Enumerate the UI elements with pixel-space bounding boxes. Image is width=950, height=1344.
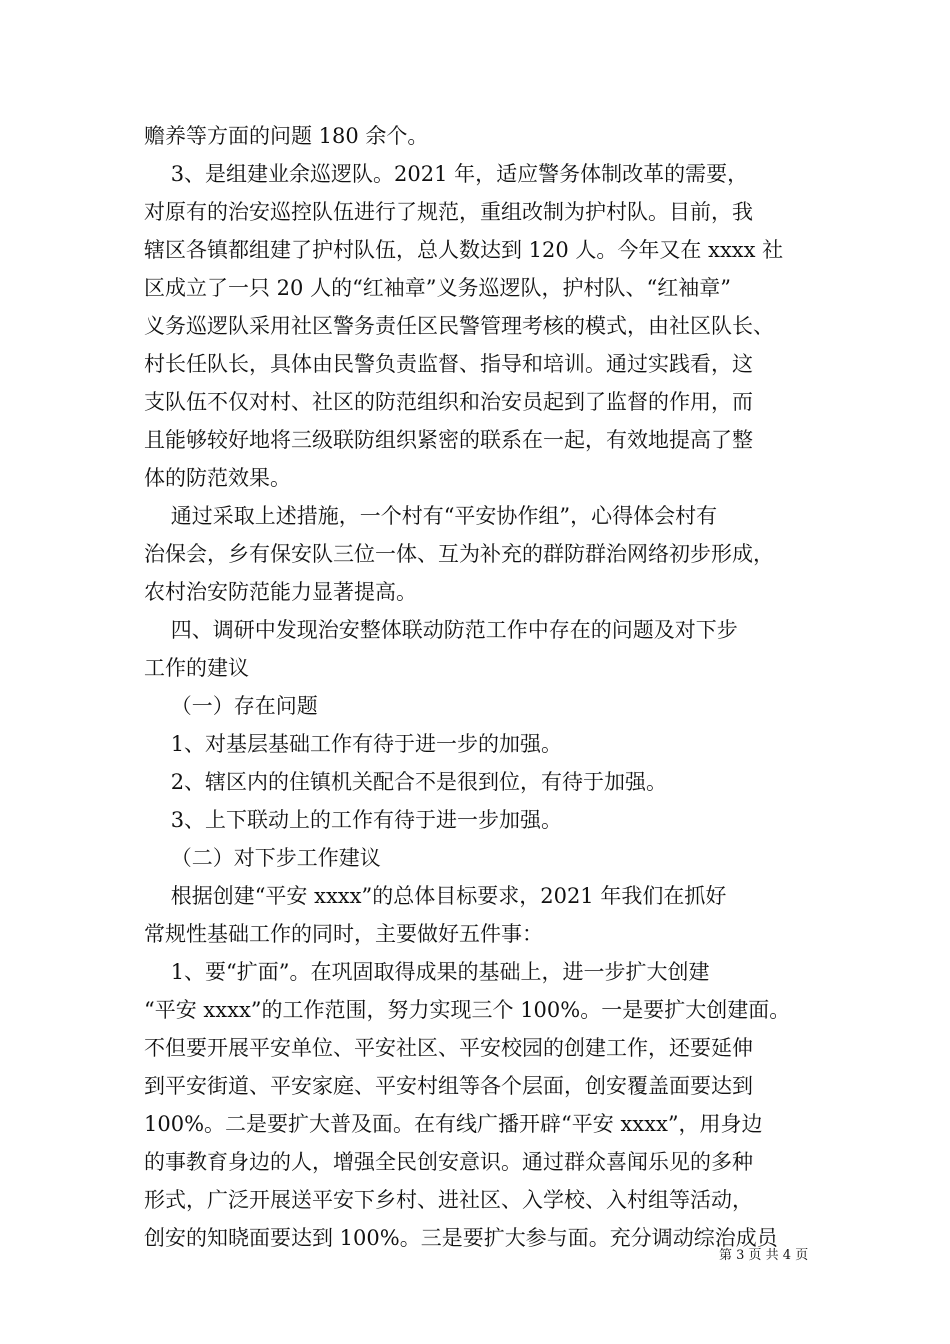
body-line: 形式，广泛开展送平安下乡村、进社区、入学校、入村组等活动， bbox=[144, 1188, 753, 1212]
body-line: 对原有的治安巡控队伍进行了规范，重组改制为护村队。目前，我 bbox=[144, 200, 753, 224]
body-line: 常规性基础工作的同时，主要做好五件事： bbox=[144, 922, 543, 946]
body-line: 赡养等方面的问题 180 余个。 bbox=[144, 124, 429, 148]
body-line: 工作的建议 bbox=[144, 656, 249, 680]
body-line: 3、是组建业余巡逻队。2021 年，适应警务体制改革的需要， bbox=[144, 162, 749, 186]
body-line: 辖区各镇都组建了护村队伍，总人数达到 120 人。今年又在 xxxx 社 bbox=[144, 238, 784, 262]
body-line: 根据创建“平安 xxxx”的总体目标要求，2021 年我们在抓好 bbox=[144, 884, 727, 908]
body-line: 1、要“扩面”。在巩固取得成果的基础上，进一步扩大创建 bbox=[144, 960, 710, 984]
body-line: 通过采取上述措施，一个村有“平安协作组”，心得体会村有 bbox=[144, 504, 718, 528]
body-line: 体的防范效果。 bbox=[144, 466, 291, 490]
page-number-footer: 第 3 页 共 4 页 bbox=[719, 1248, 809, 1263]
body-line: 治保会，乡有保安队三位一体、互为补充的群防群治网络初步形成， bbox=[144, 542, 774, 566]
body-line: 创安的知晓面要达到 100%。三是要扩大参与面。充分调动综治成员 bbox=[144, 1226, 778, 1250]
body-line: 不但要开展平安单位、平安社区、平安校园的创建工作，还要延伸 bbox=[144, 1036, 753, 1060]
body-line: 100%。二是要扩大普及面。在有线广播开辟“平安 xxxx”，用身边 bbox=[144, 1112, 763, 1136]
section-heading: （一）存在问题 bbox=[144, 694, 318, 718]
body-line: 支队伍不仅对村、社区的防范组织和治安员起到了监督的作用，而 bbox=[144, 390, 753, 414]
body-line: 义务巡逻队采用社区警务责任区民警管理考核的模式，由社区队长、 bbox=[144, 314, 774, 338]
body-line: 的事教育身边的人，增强全民创安意识。通过群众喜闻乐见的多种 bbox=[144, 1150, 753, 1174]
body-line: 到平安街道、平安家庭、平安村组等各个层面，创安覆盖面要达到 bbox=[144, 1074, 753, 1098]
section-heading: （二）对下步工作建议 bbox=[144, 846, 381, 870]
body-line: 村长任队长，具体由民警负责监督、指导和培训。通过实践看，这 bbox=[144, 352, 753, 376]
body-line: 1、对基层基础工作有待于进一步的加强。 bbox=[144, 732, 563, 756]
body-line: 四、调研中发现治安整体联动防范工作中存在的问题及对下步 bbox=[144, 618, 738, 642]
body-line: 区成立了一只 20 人的“红袖章”义务巡逻队，护村队、“红袖章” bbox=[144, 276, 732, 300]
body-line: 3、上下联动上的工作有待于进一步加强。 bbox=[144, 808, 563, 832]
body-line: 农村治安防范能力显著提高。 bbox=[144, 580, 417, 604]
body-line: 且能够较好地将三级联防组织紧密的联系在一起，有效地提高了整 bbox=[144, 428, 753, 452]
body-line: “平安 xxxx”的工作范围，努力实现三个 100%。一是要扩大创建面。 bbox=[144, 998, 791, 1022]
body-line: 2、辖区内的住镇机关配合不是很到位，有待于加强。 bbox=[144, 770, 668, 794]
